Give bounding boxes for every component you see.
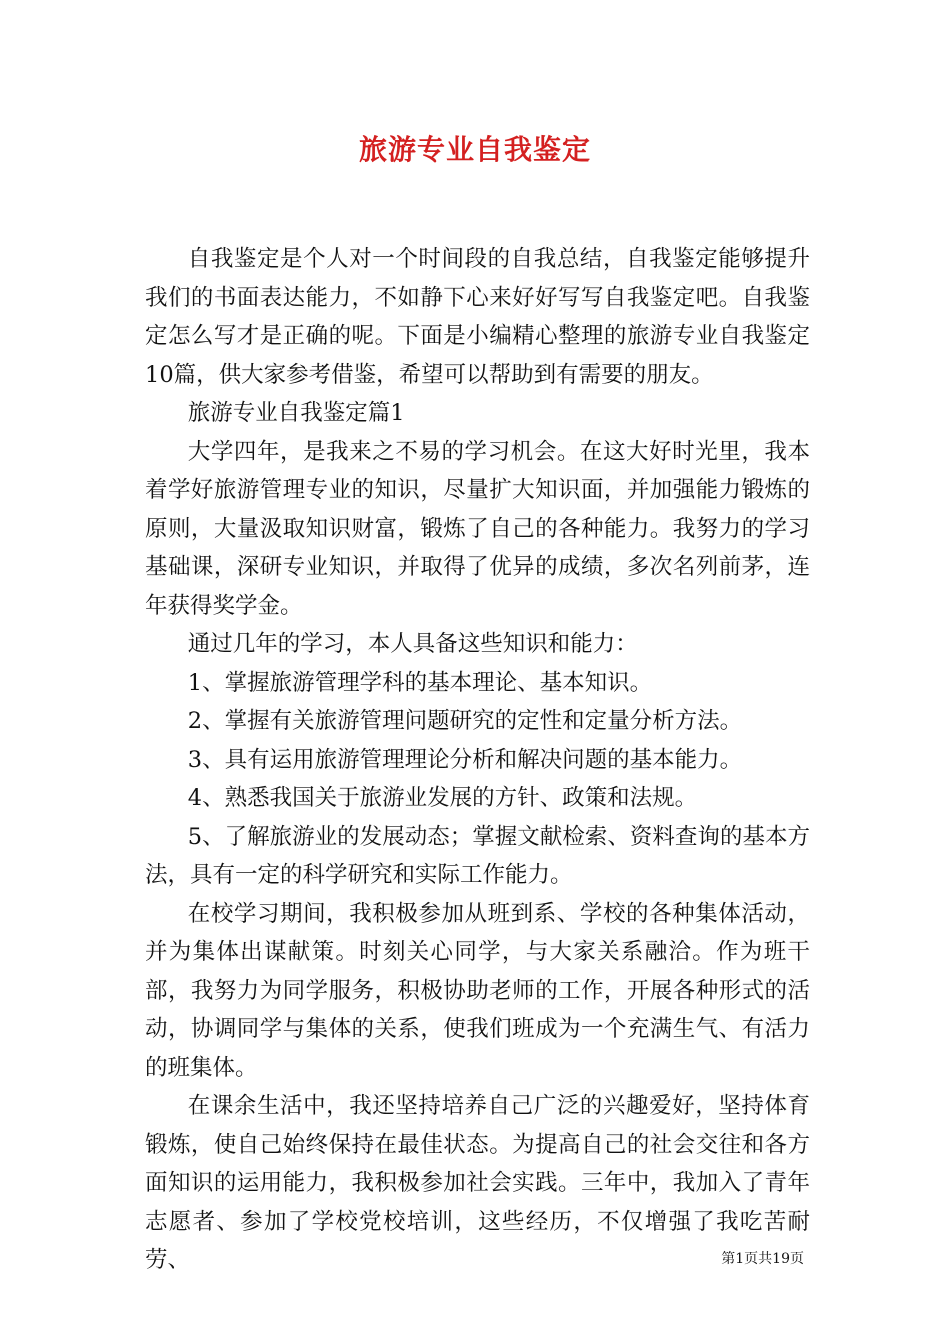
page-number: 第1页共19页 <box>721 1251 804 1267</box>
section-heading: 旅游专业自我鉴定篇1 <box>187 400 405 426</box>
body-paragraph: 在校学习期间，我积极参加从班到系、学校的各种集体活动，并为集体出谋献策。时刻关心同学，与大家关系融洽。作为班干部，我努力为同学服务，积极协助老师的工作，开展各种形式的活动，协调同学与集体的关系，使我们班成为一个充满生气、有活力的班集体。 <box>145 900 810 1081</box>
body-paragraph: 在课余生活中，我还坚持培养自己广泛的兴趣爱好，坚持体育锻炼，使自己始终保持在最佳状态。为提高自己的社会交往和各方面知识的运用能力，我积极参加社会实践。三年中，我加入了青年志愿者、参加了学校党校培训，这些经历，不仅增强了我吃苦耐劳、 <box>145 1093 810 1273</box>
list-item: 3、具有运用旅游管理理论分析和解决问题的基本能力。 <box>187 746 743 773</box>
intro-paragraph: 自我鉴定是个人对一个时间段的自我总结，自我鉴定能够提升我们的书面表达能力，不如静下心来好好写写自我鉴定吧。自我鉴定怎么写才是正确的呢。下面是小编精心整理的旅游专业自我鉴定10篇，供大家参考借鉴，希望可以帮助到有需要的朋友。 <box>145 246 810 388</box>
list-item: 4、熟悉我国关于旅游业发展的方针、政策和法规。 <box>187 785 698 811</box>
body-paragraph: 大学四年，是我来之不易的学习机会。在这大好时光里，我本着学好旅游管理专业的知识，尽量扩大知识面，并加强能力锻炼的原则，大量汲取知识财富，锻炼了自己的各种能力。我努力的学习基础课，深研专业知识，并取得了优异的成绩，多次名列前茅，连年获得奖学金。 <box>145 438 810 619</box>
list-item: 2、掌握有关旅游管理问题研究的定性和定量分析方法。 <box>187 708 743 734</box>
document-body <box>145 240 810 1280</box>
list-item: 5、了解旅游业的发展动态；掌握文献检索、资料查询的基本方法，具有一定的科学研究和实际工作能力。 <box>145 823 810 888</box>
list-item: 1、掌握旅游管理学科的基本理论、基本知识。 <box>187 669 653 696</box>
body-paragraph: 通过几年的学习，本人具备这些知识和能力： <box>187 631 638 657</box>
document-title: 旅游专业自我鉴定 <box>358 133 591 166</box>
